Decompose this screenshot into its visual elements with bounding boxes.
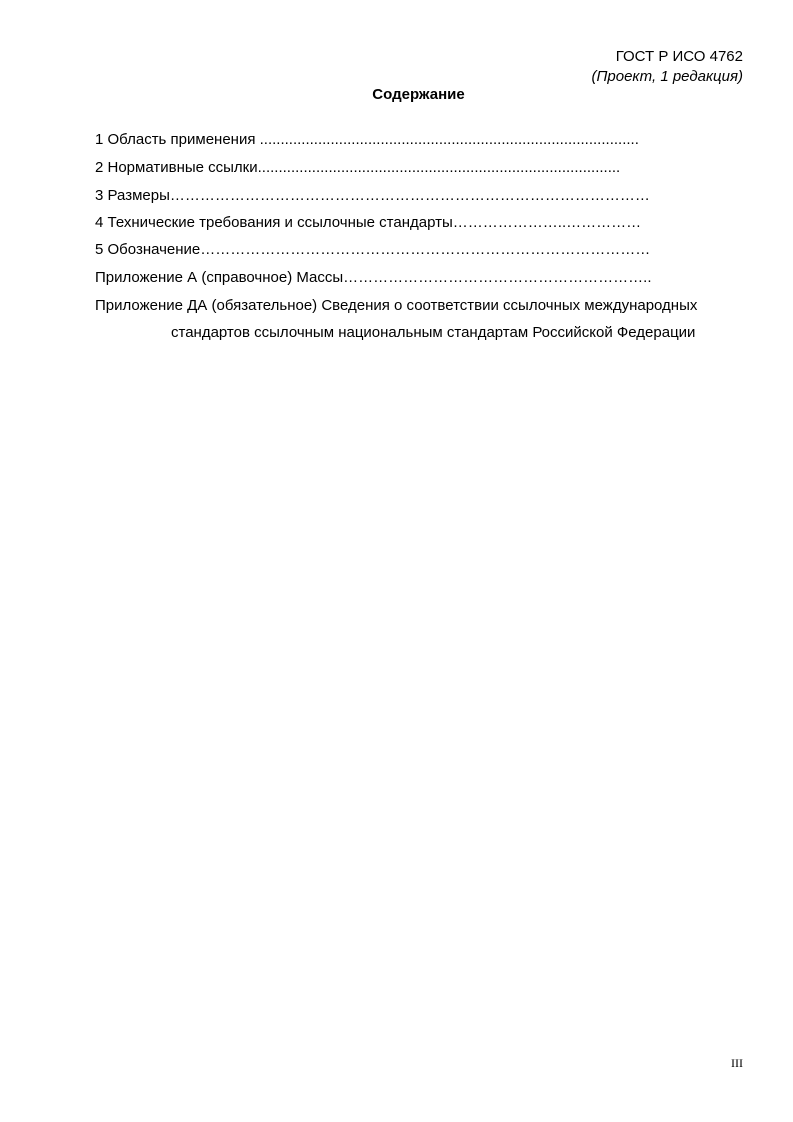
toc-item-label: 3 Размеры [95,187,170,204]
toc-leader: ....................................................................................... [257,159,621,176]
toc-item[interactable] [95,214,641,231]
toc-item-label-continuation: стандартов ссылочным национальным стандартам Российской Федерации [171,324,696,341]
toc-item[interactable] [95,269,652,286]
toc-item[interactable] [95,159,620,176]
edition-note: (Проект, 1 редакция) [591,68,743,85]
toc-leader: ........................................................................................... [255,131,639,148]
page-number: III [731,1056,743,1070]
toc-item-label: 2 Нормативные ссылки [95,159,258,176]
toc-item-label: Приложение А (справочное) Массы [95,269,344,286]
toc-leader: ……………………………………………………………………………… [200,241,651,258]
toc-item-label: 1 Область применения [95,131,256,148]
toc-item-label: 5 Обозначение [95,241,201,258]
toc-leader: …………………..…………… [452,214,642,231]
toc-item-label: Приложение ДА (обязательное) Сведения о соответствии ссылочных международных [95,297,698,314]
toc-title: Содержание [372,86,465,103]
toc-item[interactable] [95,131,639,148]
toc-item-label: 4 Технические требования и ссылочные стандарты [95,214,453,231]
standard-code: ГОСТ Р ИСО 4762 [615,48,743,65]
toc-leader: …………………………………………………………………………………… [169,187,650,204]
document-header [592,47,743,87]
toc-item[interactable] [95,187,650,204]
toc-leader: …………………………………………………….. [343,269,652,286]
toc-item[interactable] [95,297,697,341]
toc-item[interactable] [95,241,650,258]
